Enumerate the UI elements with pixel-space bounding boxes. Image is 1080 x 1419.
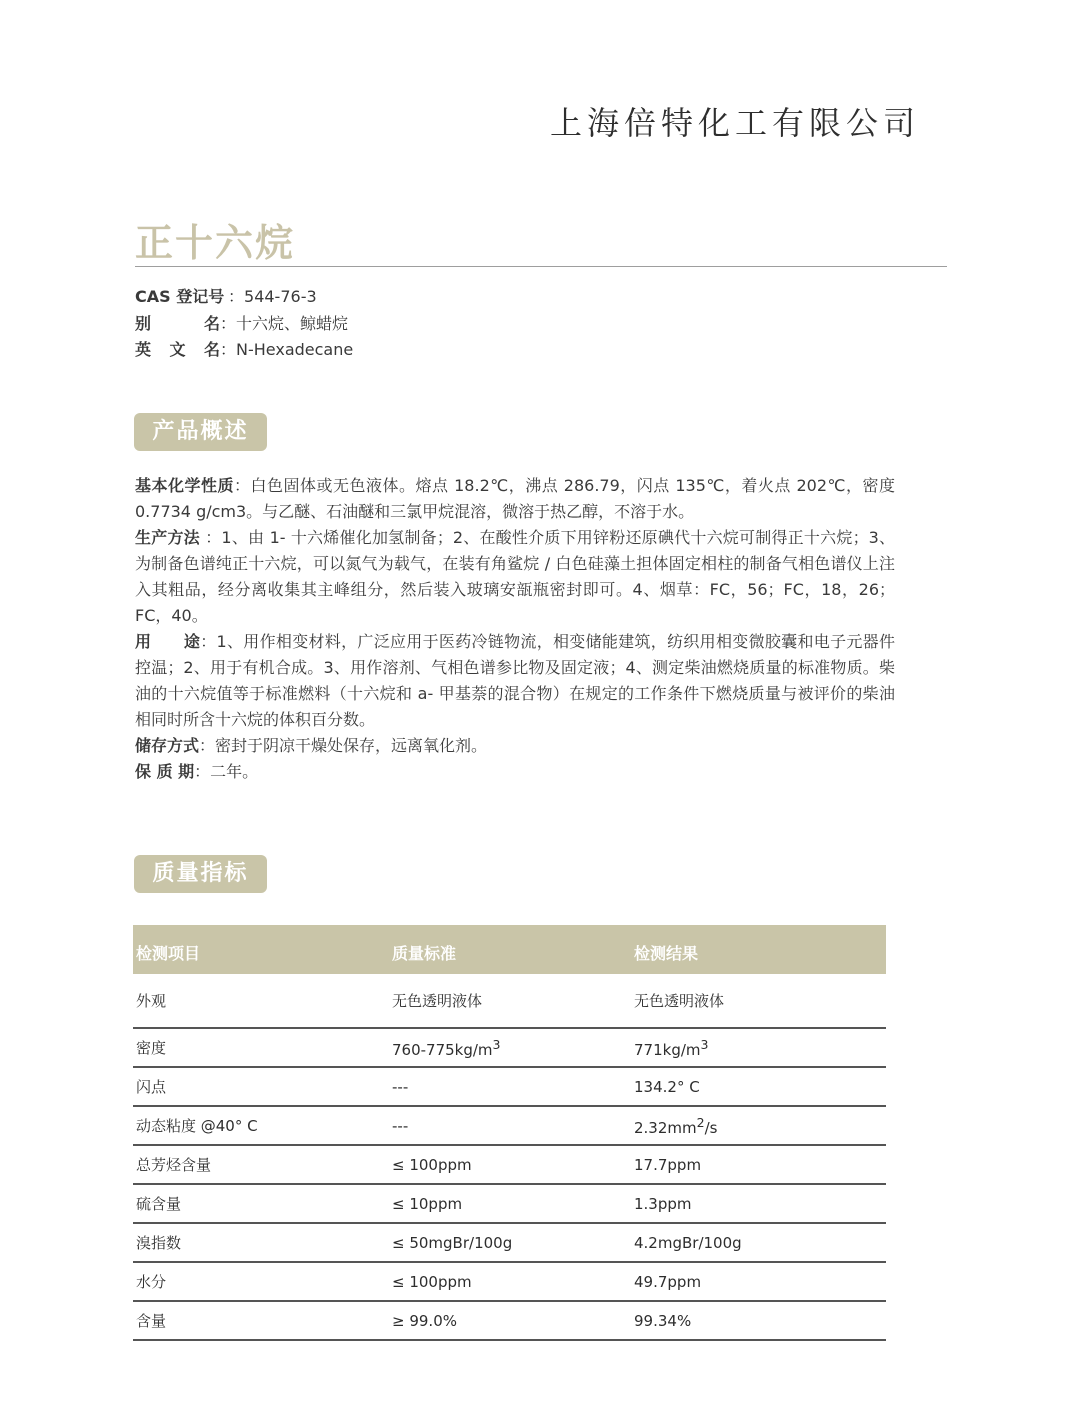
overview-item: 生产方法 ：1、由 1- 十六烯催化加氢制备；2、在酸性介质下用锌粉还原碘代十六烷可制得正十六烷；3、为制备色谱纯正十六烷，可以氮气为载气，在装有角鲨烷 / 白色硅藻土担体固定相柱的制备气相色谱仪上注入其粗品，经分离收集其主峰组分，然后装入玻璃安瓿瓶密封即可。4、烟草：FC，56；FC，18，26；FC，40。: [135, 528, 895, 625]
alias-label: 别 名: [135, 313, 220, 333]
cell-standard: $760-775kg/m^3$: [389, 1028, 631, 1067]
cell-standard: 无色透明液体: [389, 974, 631, 1028]
cell-item: 水分: [133, 1262, 389, 1301]
overview-item-label: 生产方法: [135, 528, 200, 547]
cell-standard: ≤ 10ppm: [389, 1184, 631, 1223]
cell-standard: ---: [389, 1106, 631, 1145]
cell-standard: ≤ 100ppm: [389, 1145, 631, 1184]
cas-value: 544-76-3: [244, 287, 317, 306]
cell-result: $2.32mm^2/s$: [631, 1106, 886, 1145]
overview-item: 储存方式：密封于阴凉干燥处保存，远离氧化剂。: [135, 736, 488, 755]
english-name-value: N-Hexadecane: [236, 340, 354, 359]
overview-item-text: 二年。: [210, 762, 259, 781]
table-row: [133, 1028, 886, 1067]
overview-item: 保 质 期：二年。: [135, 762, 259, 781]
table-row: [133, 1145, 886, 1184]
overview-heading: 产品概述: [134, 413, 267, 451]
table-row: [133, 1301, 886, 1340]
overview-item-text: 密封于阴凉干燥处保存，远离氧化剂。: [215, 736, 488, 755]
overview-item: 用 途：1、用作相变材料，广泛应用于医药冷链物流，相变储能建筑，纺织用相变微胶囊和电子元器件控温；2、用于有机合成。3、用作溶剂、气相色谱参比物及固定液；4、测定柴油燃烧质量的标准物质。柴油的十六烷值等于标准燃料（十六烷和 a- 甲基萘的混合物）在规定的工作条件下燃烧质量与被评价的柴油相同时所含十六烷的体积百分数。: [135, 632, 895, 729]
cell-result: $771kg/m^3$: [631, 1028, 886, 1067]
cell-item: 闪点: [133, 1067, 389, 1106]
cell-result: 17.7ppm: [631, 1145, 886, 1184]
title-divider: [135, 266, 947, 267]
column-header-standard: 质量标准: [389, 925, 631, 974]
cell-result: 99.34%: [631, 1301, 886, 1340]
cell-result: 134.2° C: [631, 1067, 886, 1106]
cas-label: CAS 登记号: [135, 287, 225, 306]
overview-item: 基本化学性质：白色固体或无色液体。熔点 18.2℃，沸点 286.79，闪点 135℃，着火点 202℃，密度 0.7734 g/cm3。与乙醚、石油醚和三氯甲烷混溶，微溶于热乙醇，不溶于水。: [135, 476, 895, 521]
cell-item: 硫含量: [133, 1184, 389, 1223]
cell-standard: ---: [389, 1067, 631, 1106]
cell-standard: ≥ 99.0%: [389, 1301, 631, 1340]
overview-item-label: 用 途: [135, 632, 201, 651]
product-meta: [135, 284, 353, 364]
quality-table: [133, 925, 886, 1341]
alias-row: 别 名：十六烷、鲸蜡烷: [135, 311, 353, 338]
table-row: [133, 974, 886, 1028]
table-row: [133, 1223, 886, 1262]
english-name-row: 英 文 名：N-Hexadecane: [135, 337, 353, 364]
overview-section: [135, 473, 895, 785]
cell-result: 4.2mgBr/100g: [631, 1223, 886, 1262]
overview-item-text: 1、由 1- 十六烯催化加氢制备；2、在酸性介质下用锌粉还原碘代十六烷可制得正十六烷；3、为制备色谱纯正十六烷，可以氮气为载气，在装有角鲨烷 / 白色硅藻土担体固定相柱的制备气相色谱仪上注入其粗品，经分离收集其主峰组分，然后装入玻璃安瓿瓶密封即可。4、烟草：FC，56；FC，18，26；FC，40。: [135, 528, 895, 625]
overview-item-label: 基本化学性质: [135, 476, 235, 495]
overview-item-text: 1、用作相变材料，广泛应用于医药冷链物流，相变储能建筑，纺织用相变微胶囊和电子元器件控温；2、用于有机合成。3、用作溶剂、气相色谱参比物及固定液；4、测定柴油燃烧质量的标准物质。柴油的十六烷值等于标准燃料（十六烷和 a- 甲基萘的混合物）在规定的工作条件下燃烧质量与被评价的柴油相同时所含十六烷的体积百分数。: [135, 632, 895, 729]
cell-item: 外观: [133, 974, 389, 1028]
cell-standard: ≤ 50mgBr/100g: [389, 1223, 631, 1262]
overview-item-text: 白色固体或无色液体。熔点 18.2℃，沸点 286.79，闪点 135℃，着火点 202℃，密度 0.7734 g/cm3。与乙醚、石油醚和三氯甲烷混溶，微溶于热乙醇，不溶于水。: [135, 476, 895, 521]
table-row: [133, 1106, 886, 1145]
cell-item: 动态粘度 @40° C: [133, 1106, 389, 1145]
cell-item: 含量: [133, 1301, 389, 1340]
company-name: 上海倍特化工有限公司: [549, 104, 920, 142]
cell-result: 1.3ppm: [631, 1184, 886, 1223]
english-name-label: 英 文 名: [135, 340, 220, 359]
cas-row: CAS 登记号 ：544-76-3: [135, 284, 353, 311]
table-header-row: [133, 925, 886, 974]
quality-heading: 质量指标: [134, 855, 267, 893]
column-header-item: 检测项目: [133, 925, 389, 974]
cell-result: 49.7ppm: [631, 1262, 886, 1301]
column-header-result: 检测结果: [631, 925, 886, 974]
table-row: [133, 1262, 886, 1301]
cell-result: 无色透明液体: [631, 974, 886, 1028]
product-title: 正十六烷: [135, 221, 296, 265]
cell-item: 密度: [133, 1028, 389, 1067]
table-row: [133, 1184, 886, 1223]
table-row: [133, 1067, 886, 1106]
cell-standard: ≤ 100ppm: [389, 1262, 631, 1301]
overview-item-label: 储存方式: [135, 736, 200, 755]
cell-item: 总芳烃含量: [133, 1145, 389, 1184]
cell-item: 溴指数: [133, 1223, 389, 1262]
alias-value: 十六烷、鲸蜡烷: [236, 313, 349, 333]
overview-item-label: 保 质 期: [135, 762, 195, 781]
